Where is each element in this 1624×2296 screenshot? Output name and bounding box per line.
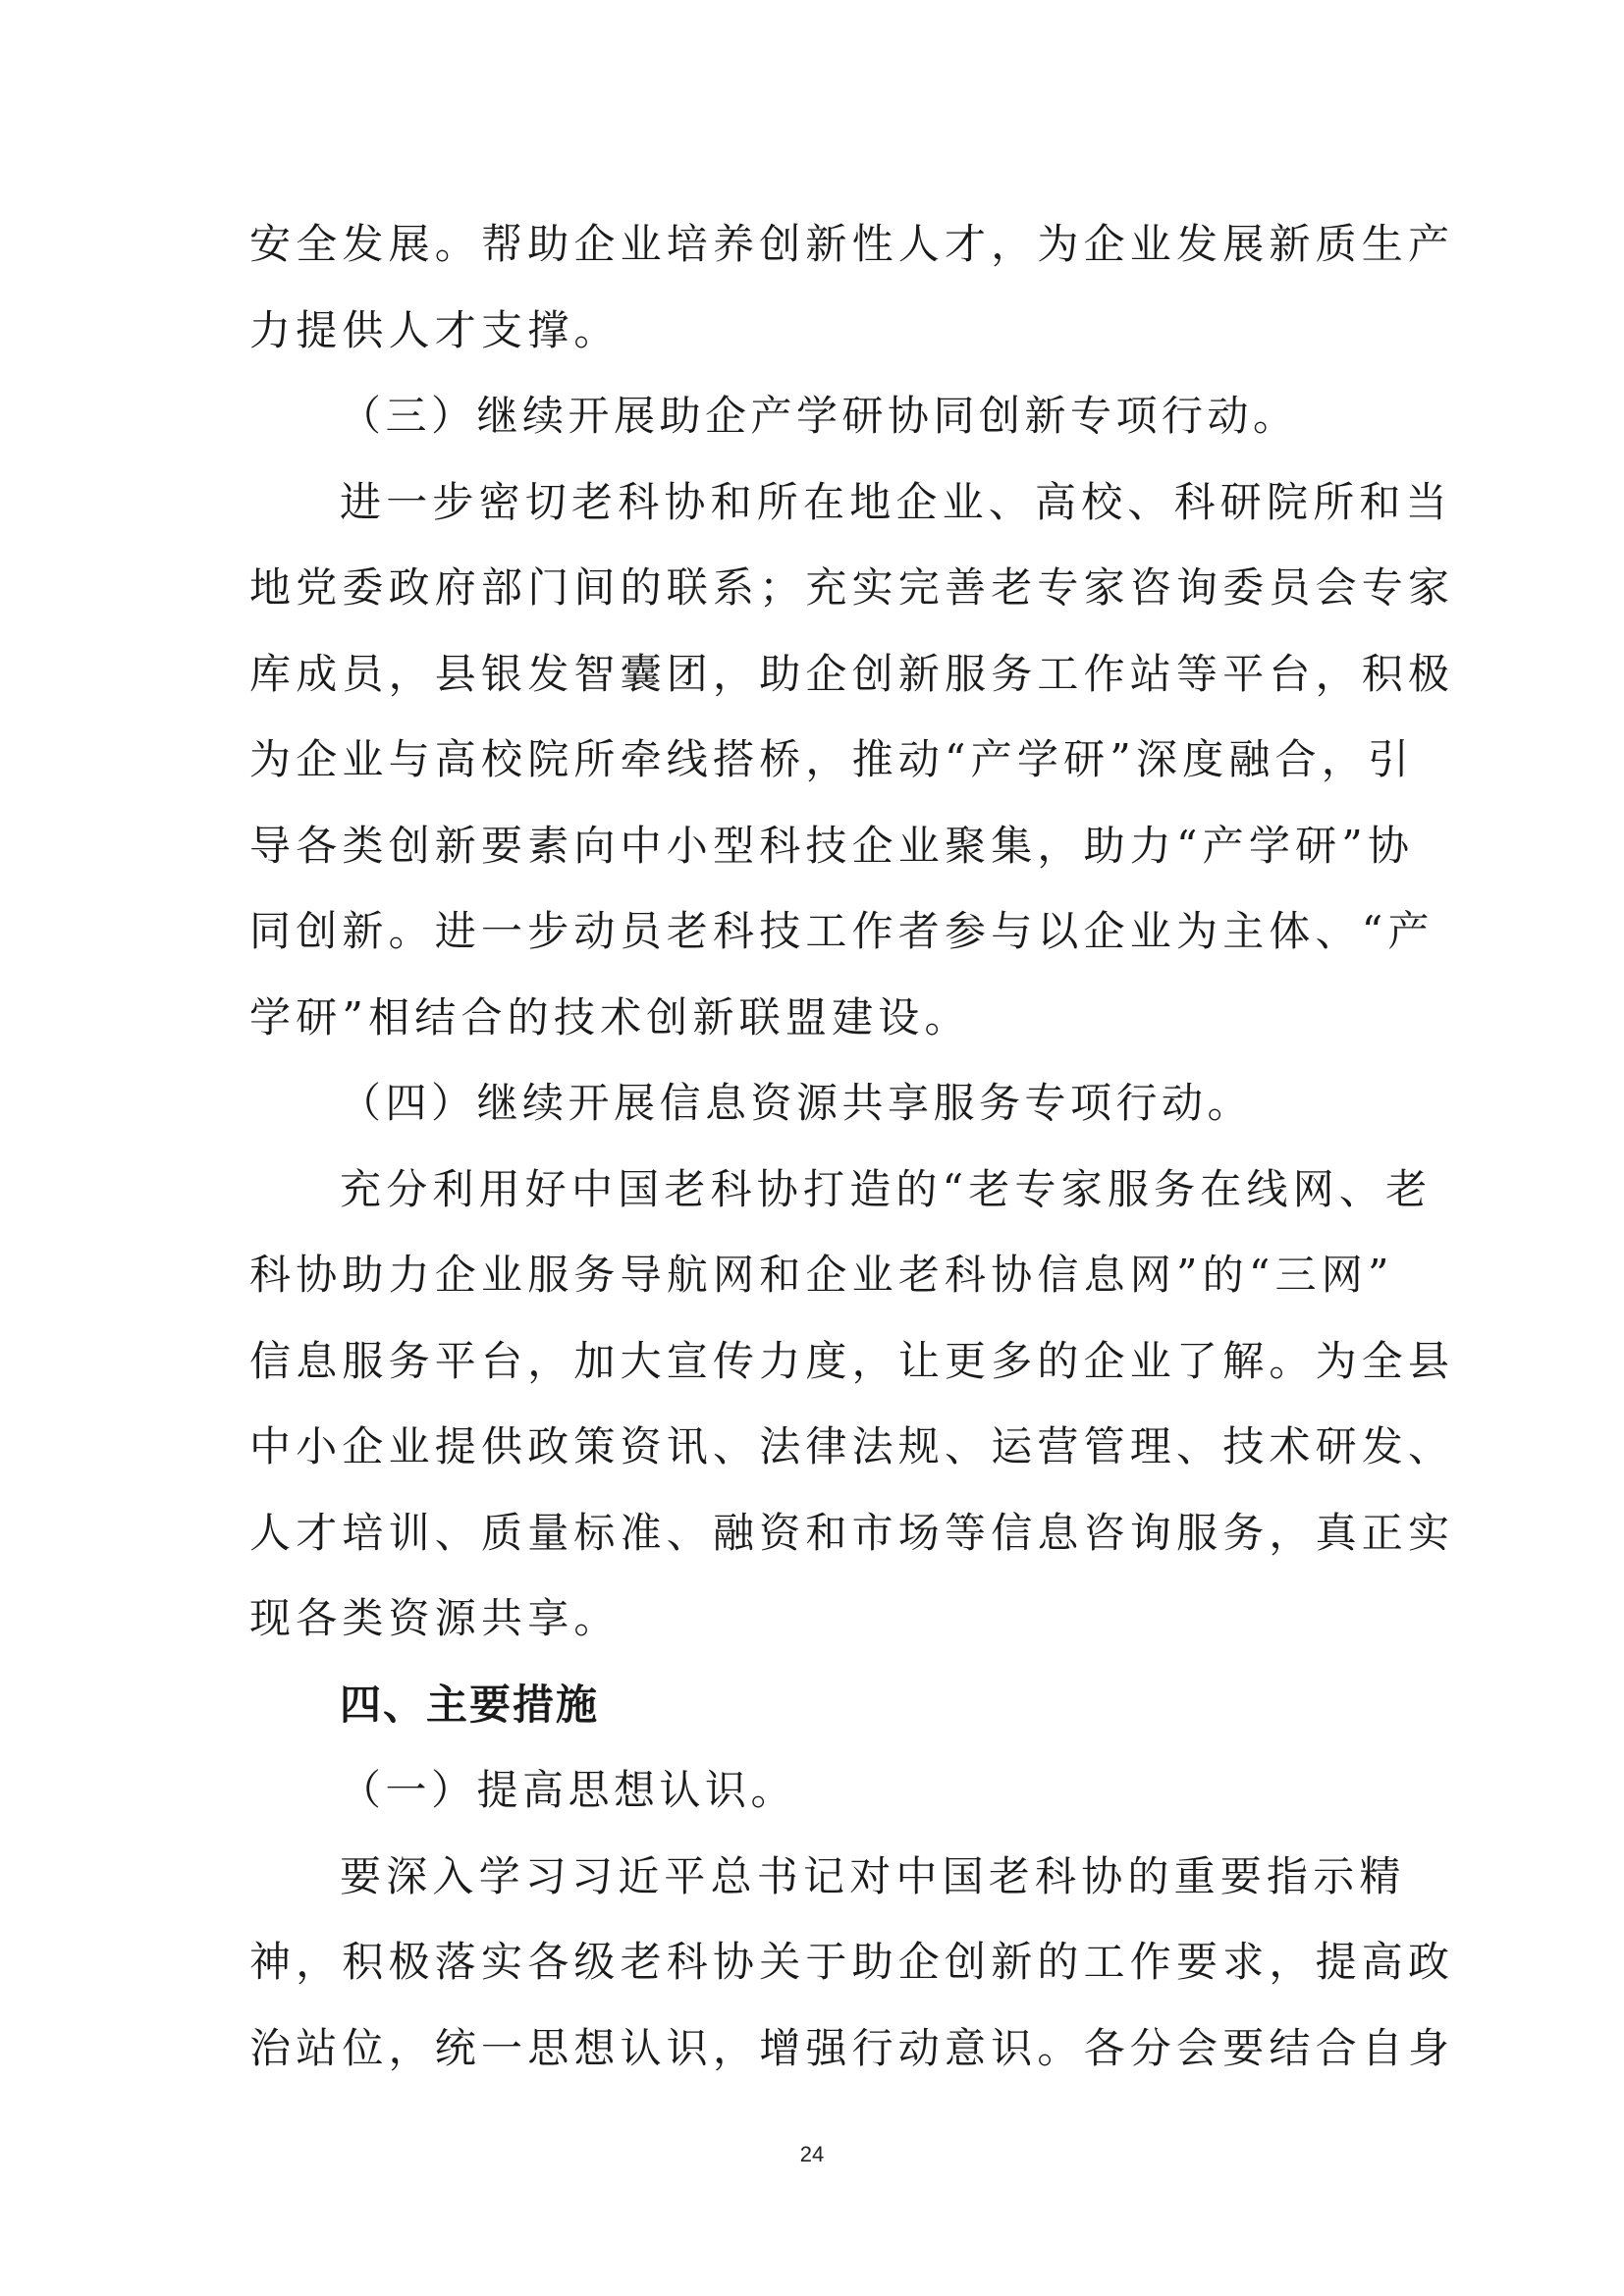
body-line: 力提供人才支撑。 [249,305,621,354]
body-line: 同创新。进一步动员老科技工作者参与以企业为主体、“产 [249,907,1435,955]
body-line: 为企业与高校院所牵线搭桥，推动“产学研”深度融合，引 [249,735,1415,783]
section-heading: 四、主要措施 [340,1680,600,1729]
page-number: 24 [799,2142,825,2166]
body-line: 神，积极落实各级老科协关于助企创新的工作要求，提高政 [249,1938,1455,1986]
body-line: 信息服务平台，加大宣传力度，让更多的企业了解。为全县 [249,1336,1455,1385]
body-line: 安全发展。帮助企业培养创新性人才，为企业发展新质生产 [249,220,1455,268]
body-line: 地党委政府部门间的联系；充实完善老专家咨询委员会专家 [249,563,1455,612]
body-line: 现各类资源共享。 [249,1594,621,1642]
body-line: 科协助力企业服务导航网和企业老科协信息网”的“三网” [249,1251,1394,1299]
subsection-heading: （一）提高思想认识。 [340,1766,797,1814]
body-line: 导各类创新要素向中小型科技企业聚集，助力“产学研”协 [249,821,1415,870]
page-body [249,201,1455,2091]
body-line: 库成员，县银发智囊团，助企创新服务工作站等平台，积极 [249,649,1455,698]
body-line: 人才培训、质量标准、融资和市场等信息咨询服务，真正实 [249,1508,1455,1557]
body-line: 学研”相结合的技术创新联盟建设。 [249,992,971,1041]
body-line: 治站位，统一思想认识，增强行动意识。各分会要结合自身 [249,2023,1455,2072]
body-line: 充分利用好中国老科协打造的“老专家服务在线网、老 [340,1164,1433,1213]
body-line: 要深入学习习近平总书记对中国老科协的重要指示精 [340,1851,1406,1900]
subsection-heading: （三）继续开展助企产学研协同创新专项行动。 [340,392,1299,440]
subsection-heading: （四）继续开展信息资源共享服务专项行动。 [340,1079,1254,1127]
body-line: 进一步密切老科协和所在地企业、高校、科研院所和当 [340,477,1452,526]
body-line: 中小企业提供政策资讯、法律法规、运营管理、技术研发、 [249,1422,1455,1470]
